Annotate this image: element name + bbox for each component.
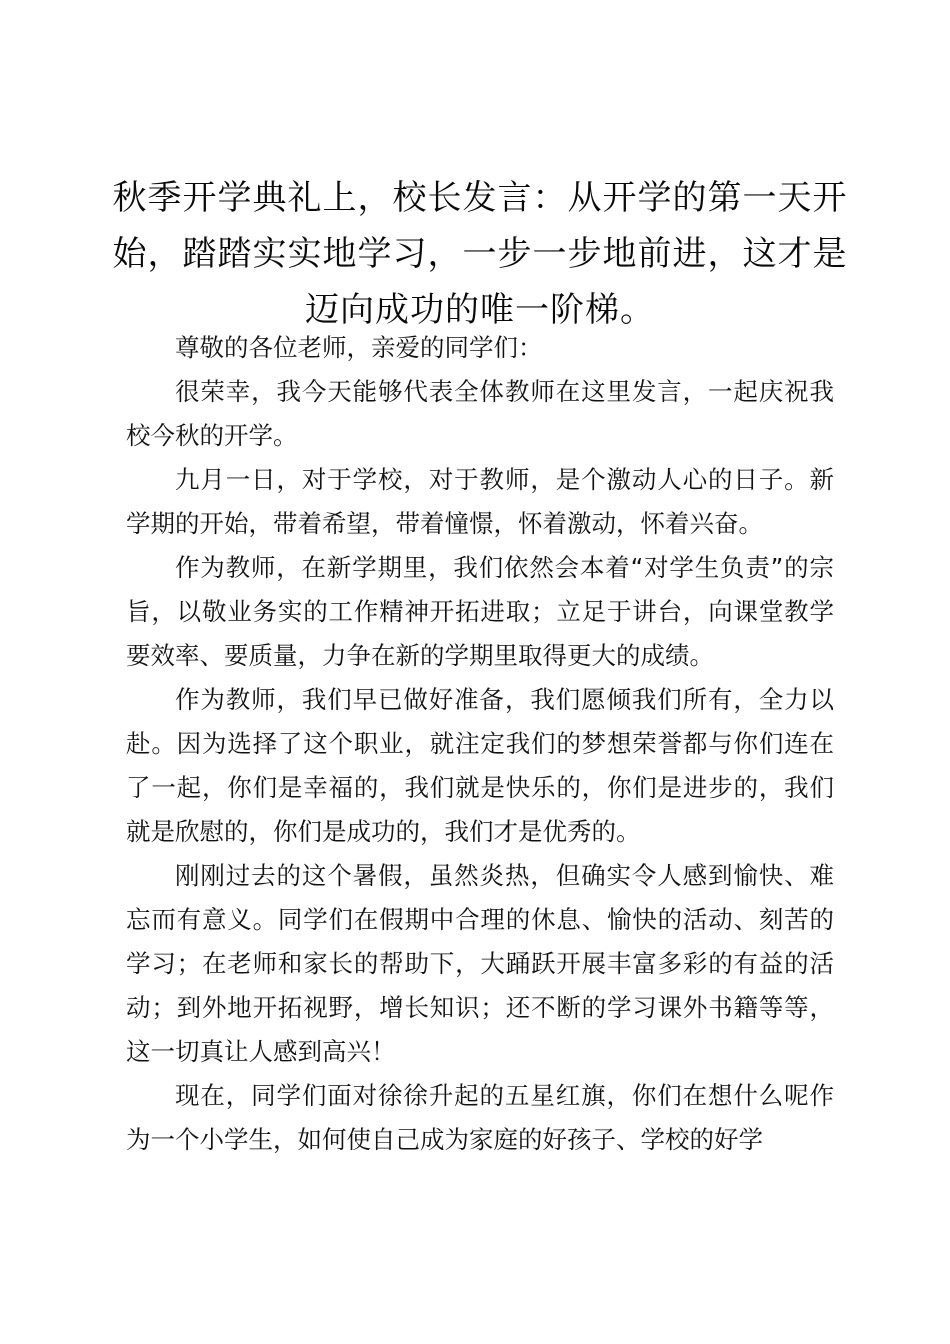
body-paragraph: 现在，同学们面对徐徐升起的五星红旗，你们在想什么呢作为一个小学生，如何使自己成为家庭的好孩子、学校的好学 [126, 1081, 834, 1154]
document-body [126, 326, 834, 1162]
body-paragraph: 作为教师，在新学期里，我们依然会本着“对学生负责”的宗旨，以敬业务实的工作精神开拓进取；立足于讲台，向课堂教学要效率、要质量，力争在新的学期里取得更大的成绩。 [126, 553, 834, 670]
body-paragraph: 很荣幸，我今天能够代表全体教师在这里发言，一起庆祝我校今秋的开学。 [126, 377, 834, 450]
body-paragraph: 九月一日，对于学校，对于教师，是个激动人心的日子。新学期的开始，带着希望，带着憧憬，怀着激动，怀着兴奋。 [126, 465, 834, 538]
salutation-paragraph: 尊敬的各位老师，亲爱的同学们： [175, 333, 543, 362]
body-paragraph: 刚刚过去的这个暑假，虽然炎热，但确实令人感到愉快、难忘而有意义。同学们在假期中合理的休息、愉快的活动、刻苦的学习；在老师和家长的帮助下，大踊跃开展丰富多彩的有益的活动；到外地开拓视野，增长知识；还不断的学习课外书籍等等，这一切真让人感到高兴！ [126, 861, 834, 1066]
document-title: 秋季开学典礼上，校长发言：从开学的第一天开始，踏踏实实地学习，一步一步地前进，这才是迈向成功的唯一阶梯。 [112, 178, 848, 330]
body-paragraph: 作为教师，我们早已做好准备，我们愿倾我们所有，全力以赴。因为选择了这个职业，就注定我们的梦想荣誉都与你们连在了一起，你们是幸福的，我们就是快乐的，你们是进步的，我们就是欣慰的，你们是成功的，我们才是优秀的。 [126, 685, 834, 846]
